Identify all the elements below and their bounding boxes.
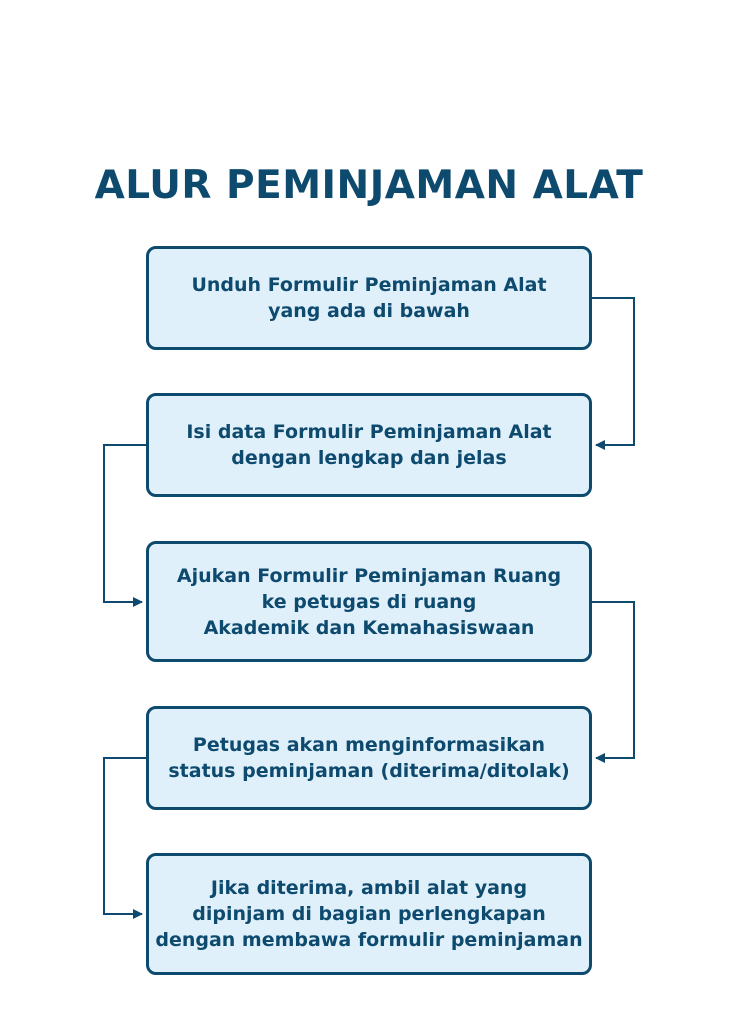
- step-4-line-2: status peminjaman (diterima/ditolak): [168, 760, 570, 782]
- step-5-line-1: Jika diterima, ambil alat yang: [210, 877, 528, 899]
- step-1-download-form: [146, 246, 592, 350]
- step-2-line-1: Isi data Formulir Peminjaman Alat: [186, 421, 552, 443]
- step-5-line-2: dipinjam di bagian perlengkapan: [192, 903, 546, 925]
- step-4-line-1: Petugas akan menginformasikan: [192, 734, 546, 756]
- connector-step-3-to-4: [592, 602, 634, 758]
- step-3-line-1: Ajukan Formulir Peminjaman Ruang: [176, 564, 562, 587]
- step-3-line-3: Akademik dan Kemahasiswaan: [203, 616, 535, 639]
- step-2-fill-form: [146, 393, 592, 497]
- step-5-line-3: dengan membawa formulir peminjaman: [155, 929, 583, 951]
- step-1-line-1: Unduh Formulir Peminjaman Alat: [191, 274, 547, 296]
- step-5-collect-equipment: [146, 853, 592, 975]
- step-3-submit-form: [146, 541, 592, 662]
- connector-step-1-to-2: [592, 298, 634, 445]
- diagram-title: ALUR PEMINJAMAN ALAT: [94, 163, 644, 208]
- step-4-status-notice: [146, 706, 592, 810]
- step-3-line-2: ke petugas di ruang: [261, 590, 477, 613]
- connector-step-2-to-3: [104, 445, 146, 602]
- step-2-line-2: dengan lengkap dan jelas: [231, 447, 507, 469]
- connector-step-4-to-5: [104, 758, 146, 914]
- step-1-line-2: yang ada di bawah: [268, 300, 470, 322]
